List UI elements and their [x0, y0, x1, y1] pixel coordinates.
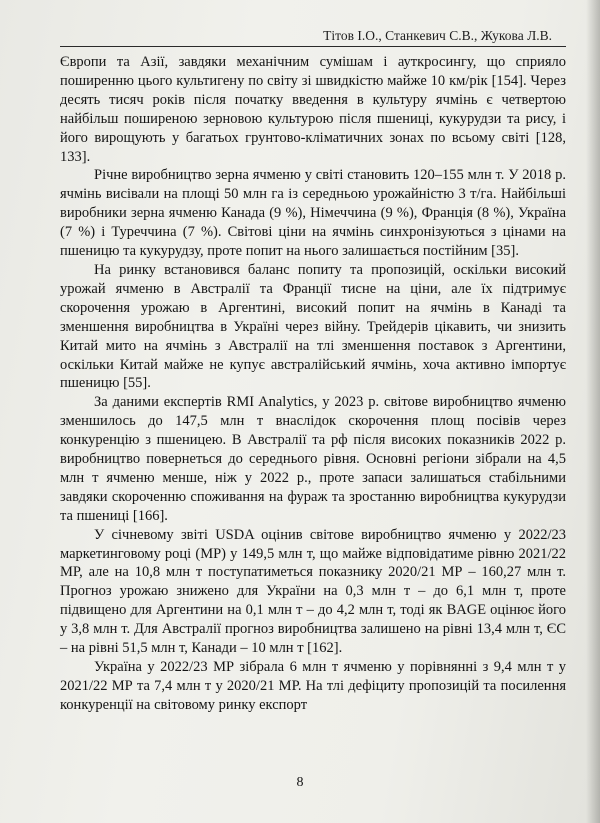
paragraph-3: На ринку встановився баланс попиту та пропозицій, оскільки високий урожай ячменю в Австралії та Франції тисне на ціни, але їх підтримує скорочення урожаю в Аргентині, високий попит на ячмінь в Канаді та зменшення виробництва в Україні через війну. Трейдерів цікавить, чи знизить Китай мито на ячмінь з Австралії на тлі зменшення поставок з Аргентини, оскільки Китай майже не купує австралійський ячмінь, хоча активно імпортує пшеницю [55].	[60, 261, 566, 392]
paragraph-6: Україна у 2022/23 МР зібрала 6 млн т ячменю у порівнянні з 9,4 млн т у 2021/22 МР та 7,4 млн т у 2020/21 МР. На тлі дефіциту пропозицій та посилення конкуренції на світовому ринку експорт	[60, 659, 566, 713]
page-edge-shadow	[586, 0, 600, 823]
running-header-authors: Тітов І.О., Станкевич С.В., Жукова Л.В.	[323, 28, 552, 43]
paragraph-4: За даними експертів RMI Analytics, у 2023 р. світове виробництво ячменю зменшилось до 147,5 млн т внаслідок скорочення площ посівів через конкуренцію з пшеницею. В Австралії та рф після високих показників 2022 р. виробництво повернеться до середнього рівня. Основні регіони зібрали на 4,5 млн т ячменю менше, ніж у 2022 р., проте запаси залишаться стабільними завдяки скороченню споживання на фураж та зростанню виробництва кукурудзи та пшениці [166].	[60, 394, 566, 524]
header-divider	[60, 46, 566, 47]
paragraph-2: Річне виробництво зерна ячменю у світі становить 120–155 млн т. У 2018 р. ячмінь висівали на площі 50 млн га із середньою урожайністю 3 т/га. Найбільші виробники зерна ячменю Канада (9 %), Німеччина (9 %), Франція (8 %), Україна (7 %) і Туреччина (7 %). Світові ціни на ячмінь синхронізуються з цінами на пшеницю та кукурудзу, проте попит на нього залишається постійним [35].	[60, 167, 566, 260]
page-number: 8	[296, 775, 304, 790]
body-text	[60, 53, 566, 715]
paragraph-1: Європи та Азії, завдяки механічним сумішам і ауткросингу, що сприяло поширенню цього культигену по світу зі швидкістю майже 10 км/рік [154]. Через десять тисяч років після початку введення в культуру ячмінь є четвертою найбільш поширеною зерновою культурою після пшениці, кукурудзи та рису, і його вирощують у багатьох грунтово-кліматичних зонах по всьому світі [128, 133].	[60, 54, 566, 165]
paragraph-5: У січневому звіті USDA оцінив світове виробництво ячменю у 2022/23 маркетинговому році (МР) у 149,5 млн т, що майже відповідатиме рівню 2021/22 МР, але на 10,8 млн т поступатиметься показнику 2020/21 МР – 160,27 млн т. Прогноз урожаю знижено для України на 0,3 млн т – до 6,1 млн т, проте підвищено для Аргентини на 0,1 млн т – до 4,2 млн т, тоді як BAGE оцінює його у 3,8 млн т. Для Австралії прогноз виробництва залишено на рівні 13,4 млн т, ЄС – на рівні 51,5 млн т, Канади – 10 млн т [162].	[60, 526, 566, 657]
